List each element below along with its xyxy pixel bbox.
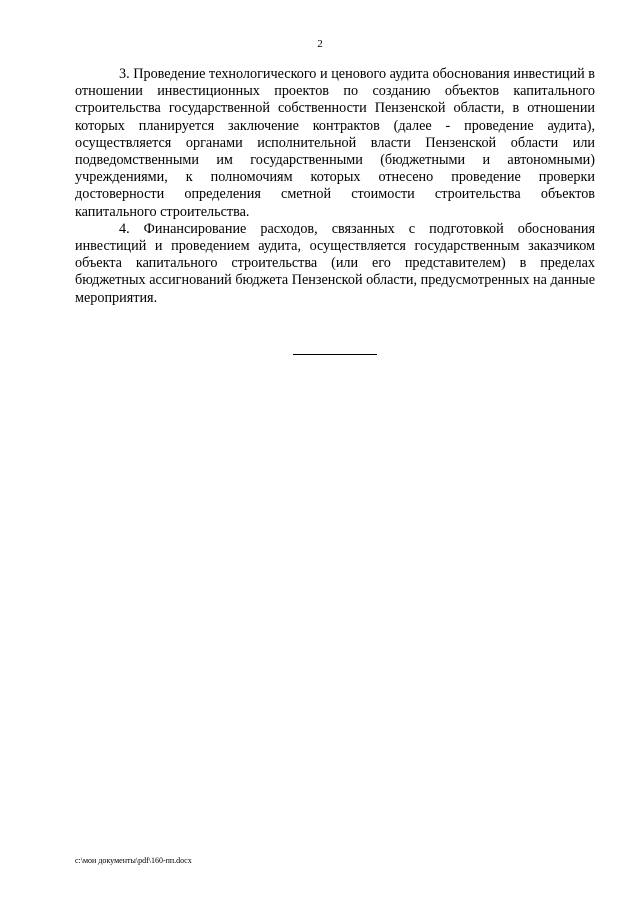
end-separator-line: [293, 354, 377, 355]
document-body: [75, 66, 595, 307]
paragraph-4: 4. Финансирование расходов, связанных с подготовкой обоснования инвестиций и проведением аудита, осуществляется государственным заказчиком объекта капитального строительства (или его представителем) в пределах бюджетных ассигнований бюджета Пензенской области, предусмотренных на данные мероприятия.: [75, 220, 595, 306]
page-number: 2: [317, 38, 323, 50]
footer-file-path: c:\мои документы\pdf\160-пп.docx: [75, 856, 192, 865]
paragraph-3: 3. Проведение технологического и ценового аудита обоснования инвестиций в отношении инвестиционных проектов по созданию объектов капитального строительства государственной собственности Пензенской области, в отношении которых планируется заключение контрактов (далее - проведение аудита), осуществляется органами исполнительной власти Пензенской области или подведомственными им государственными (бюджетными и автономными) учреждениями, к полномочиям которых отнесено проведение проверки достоверности определения сметной стоимости строительства объектов капитального строительства.: [75, 66, 595, 220]
